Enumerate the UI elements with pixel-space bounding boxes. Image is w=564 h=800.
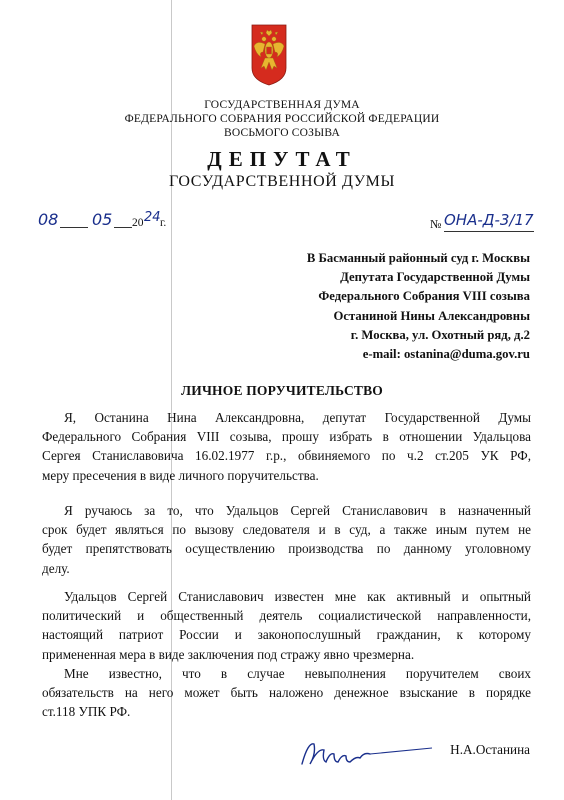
text-line: срок будет являться по вызову следователя и в суд, а также иным путем не [42,522,531,538]
document-number [430,211,540,235]
recipient-assembly: Федерального Собрания VIII созыва [318,289,530,304]
date-day: 08 [38,210,59,229]
paragraph-request [42,408,531,485]
text-line: политический и общественный деятель социалистической направленности, [42,608,531,624]
recipient-name: Останиной Нины Александровны [333,308,530,323]
text-line: Мне известно, что в случае невыполнения поручителем своих [64,666,531,681]
date-year-suffix: 24 [144,210,161,225]
text-line: Удальцов Сергей Станиславович известен мне как активный и опытный [64,589,531,604]
header-convocation: ВОСЬМОГО СОЗЫВА [223,127,341,139]
russian-coat-of-arms-icon [251,24,287,86]
deputy-subtitle: ГОСУДАРСТВЕННОЙ ДУМЫ [168,173,396,190]
date-year-prefix: 20 [132,217,144,229]
paragraph-character [42,587,531,664]
text-line: примененная мера в виде заключения под стражу явно чрезмерна. [42,646,415,662]
deputy-title: ДЕПУТАТ [207,147,357,171]
recipient-court: В Басманный районный суд г. Москвы [306,251,530,265]
number-value: ОНА-Д-3/17 [444,211,534,229]
text-line: Федерального Собрания VIII созыва, прошу избрать в отношении Удальцова [42,429,531,445]
document-title: ЛИЧНОЕ ПОРУЧИТЕЛЬСТВО [180,383,383,398]
recipient-address: г. Москва, ул. Охотный ряд, д.2 [350,327,530,342]
date-year-mark: г. [160,217,167,229]
text-line: меру пресечения в виде личного поручительства. [42,467,319,483]
date-month: 05 [92,210,113,229]
paragraph-guarantee [42,501,531,578]
recipient-deputy: Депутата Государственной Думы [340,270,530,285]
text-line: ст.118 УПК РФ. [42,704,131,720]
header-duma: ГОСУДАРСТВЕННАЯ ДУМА [204,99,360,111]
text-line: обязательств на него может быть наложено денежное взыскание в порядке [42,685,531,701]
handwritten-signature-icon [294,734,434,774]
signer-name: Н.А.Останина [450,742,530,757]
text-line: Я, Останина Нина Александровна, депутат Государственной Думы [64,410,531,425]
text-line: настоящий патриот России и законопослушный гражданин, к которому [42,627,531,643]
text-line: Я ручаюсь за то, что Удальцов Сергей Станиславович в назначенный [64,503,531,518]
document-date [36,210,171,233]
recipient-block [190,249,530,364]
number-label: № [430,217,442,231]
recipient-email: e-mail: ostanina@duma.gov.ru [362,347,530,362]
text-line: будет препятствовать осуществлению производства по данному уголовному [42,541,531,557]
text-line: делу. [42,560,70,576]
paragraph-liability [42,664,531,722]
header-federal-assembly: ФЕДЕРАЛЬНОГО СОБРАНИЯ РОССИЙСКОЙ ФЕДЕРАЦИИ [124,113,440,125]
text-line: Сергея Станиславовича 16.02.1977 г.р., обвиняемого по ч.2 ст.205 УК РФ, [42,448,531,464]
